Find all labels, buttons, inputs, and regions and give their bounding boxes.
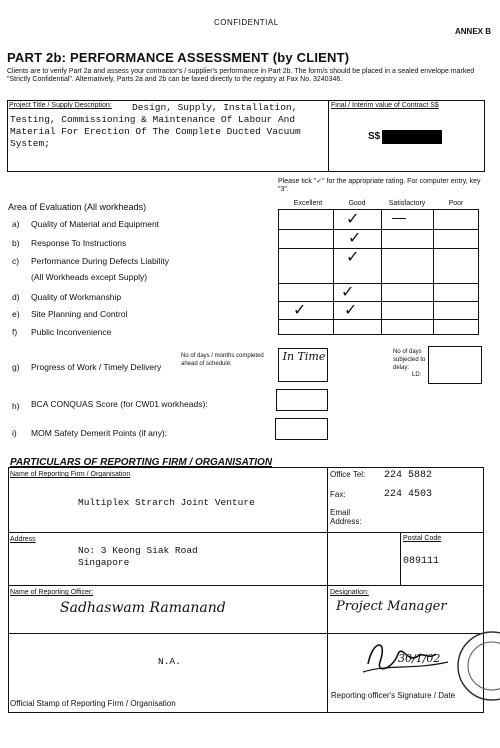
mom-letter: i) [12,428,17,438]
col-excellent: Excellent [293,200,323,207]
project-label: Project Title / Supply Description: [9,102,112,109]
tick-mark-e-good: ✓ [344,300,358,319]
criteria-letter-d: d) [12,292,20,302]
tick-mark-b: ✓ [348,228,362,247]
redacted-contract-value [382,130,442,144]
progress-letter: g) [12,362,20,372]
address-line2: Singapore [78,557,130,568]
address-line1: No: 3 Keong Siak Road [78,545,198,556]
signature-label: Reporting officer's Signature / Date [331,691,456,700]
particulars-heading: PARTICULARS OF REPORTING FIRM / ORGANISATION [10,457,273,468]
tick-mark-c: ✓ [346,247,360,266]
address-label: Address [10,536,36,543]
criteria-label-d: Quality of Workmanship [31,292,122,302]
designation-label: Designation: [330,589,369,596]
contract-currency: S$ [368,131,381,142]
criteria-letter-b: b) [12,238,20,248]
official-stamp-icon [452,624,500,708]
designation-value: Project Manager [336,599,447,614]
progress-handwritten: In Time [282,350,326,363]
intro-text: Clients are to verify Part 2a and assess your contractor's / supplier's performance in Part 2b. The form/s should be placed in a sealed envelope marked "Strictly Confidential". Alternatively, Parts 2a and 2b can be faxed directly to the registry at Fax No. 3240346. [7,68,475,83]
tick-mark-a: ✓ [346,209,360,228]
mom-label: MOM Safety Demerit Points (if any): [31,428,168,438]
office-tel-label: Office Tel: [330,470,366,479]
firm-label: Name of Reporting Firm / Organisation [10,471,131,478]
firm-value: Multiplex Strarch Joint Venture [78,497,255,508]
rating-instruction: Please tick "✓" for the appropriate rating. For computer entry, key "3". [278,178,481,193]
fax-value: 224 4503 [384,489,433,500]
email-label: Email Address: [330,508,362,526]
criteria-letter-e: e) [12,309,20,319]
progress-ld-label: LD: [412,372,422,378]
progress-delay-box [428,346,482,384]
annex-label: ANNEX B [455,27,492,36]
stamp-label: Official Stamp of Reporting Firm / Organisation [10,699,176,708]
mom-box [275,418,328,440]
conquas-box [276,389,328,411]
criteria-label-f: Public Inconvenience [31,327,112,337]
criteria-note-c: (All Workheads except Supply) [31,272,148,282]
col-good: Good [348,200,366,207]
project-value: Design, Supply, Installation, Testing, Commissioning & Maintenance Of Labour And Material For Erection Of The Complete Ducted Vacuum System; [10,102,301,149]
criteria-letter-f: f) [12,327,18,337]
col-satisfactory: Satisfactory [388,200,426,207]
criteria-label-c: Performance During Defects Liability [31,256,169,266]
criteria-label-b: Response To Instructions [31,238,127,248]
postal-code-label: Postal Code [403,535,442,542]
conquas-letter: h) [12,401,20,411]
col-poor: Poor [448,200,464,207]
office-tel-value: 224 5882 [384,470,433,481]
criteria-label-a: Quality of Material and Equipment [31,219,160,229]
officer-name: Sadhaswam Ramanand [60,600,226,616]
dash-mark [392,218,406,219]
fax-label: Fax: [330,490,346,499]
tick-mark-e-excellent: ✓ [293,300,307,319]
confidential-label: CONFIDENTIAL [214,18,279,27]
progress-ahead-label: No of days / months completed ahead of schedule: [181,353,264,367]
postal-code-value: 089111 [403,556,440,567]
contract-label: Final / Interim value of Contract S$ [331,102,439,109]
page-title: PART 2b: PERFORMANCE ASSESSMENT (by CLIENT) [7,50,350,65]
conquas-label: BCA CONQUAS Score (for CW01 workheads): [31,399,208,409]
criteria-label-e: Site Planning and Control [31,309,128,319]
stamp-na: N.A. [158,656,181,667]
criteria-letter-c: c) [12,256,20,266]
signature-date: 30/1/02 [398,652,441,665]
tick-mark-d: ✓ [341,282,355,301]
progress-delay-label: No of days subjected to delay: [393,349,426,371]
rating-grid [278,209,479,335]
progress-label: Progress of Work / Timely Delivery [31,362,162,372]
officer-label: Name of Reporting Officer: [10,589,94,596]
area-heading: Area of Evaluation (All workheads) [8,202,147,212]
criteria-letter-a: a) [12,219,20,229]
